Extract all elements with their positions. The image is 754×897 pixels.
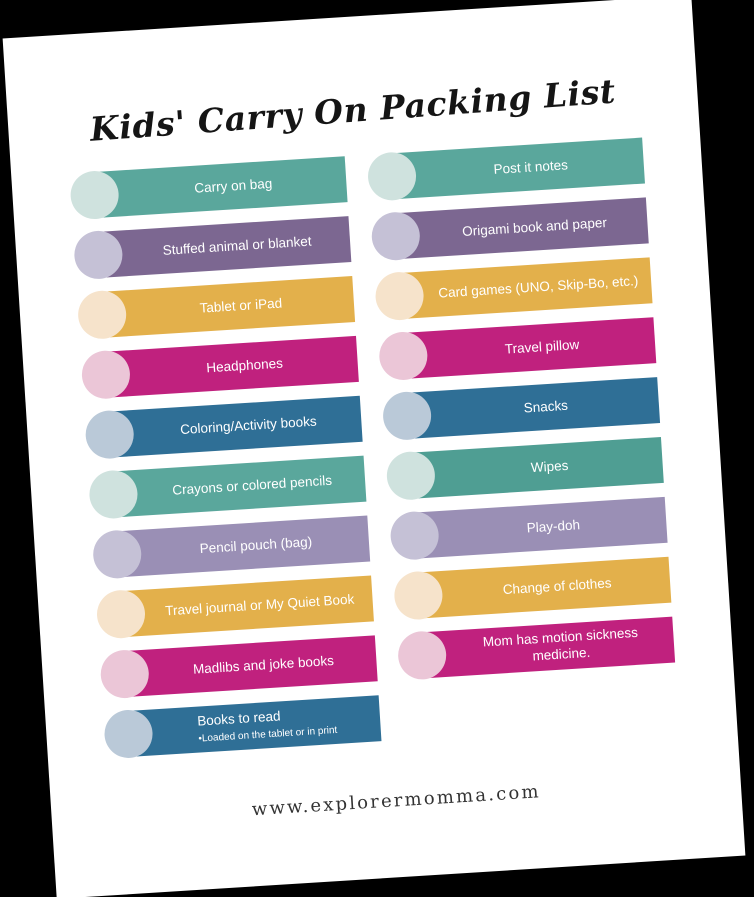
checklist-columns xyxy=(11,134,737,776)
checklist-item-label: Mom has motion sickness medicine. xyxy=(482,624,639,664)
checklist-item-bar xyxy=(106,336,358,398)
checklist-item-label: Crayons or colored pencils xyxy=(171,472,333,498)
checklist-item-bar xyxy=(411,437,663,499)
checklist-item-bar xyxy=(99,216,351,278)
checklist-item-label: Wipes xyxy=(530,457,569,475)
checklist-item-bar xyxy=(415,497,667,559)
checklist-item-label: Card games (UNO, Skip-Bo, etc.) xyxy=(437,272,639,301)
checklist-item[interactable] xyxy=(81,336,359,399)
checklist-item-note: •Loaded on the tablet or in print xyxy=(198,724,338,745)
checklist-item-bar xyxy=(129,695,381,757)
checklist-item-label: Madlibs and joke books xyxy=(192,652,335,677)
checklist-item-label: Tablet or iPad xyxy=(199,295,283,316)
checklist-item[interactable] xyxy=(393,557,671,620)
checklist-item[interactable] xyxy=(397,617,675,680)
checklist-item[interactable] xyxy=(370,197,648,260)
checklist-item[interactable] xyxy=(378,317,656,380)
checklist-item-bar xyxy=(404,317,656,379)
checklist-item-bar xyxy=(396,197,648,259)
checklist-item[interactable] xyxy=(69,156,347,219)
checklist-item-label: Snacks xyxy=(523,397,569,416)
checklist-item-label: Books to read •Loaded on the tablet or in print xyxy=(196,708,338,745)
checklist-item-label: Pencil pouch (bag) xyxy=(199,533,313,556)
checklist-item-label: Origami book and paper xyxy=(461,214,608,239)
checklist-item[interactable] xyxy=(73,216,351,279)
checklist-item-bar xyxy=(423,617,675,679)
checklist-item[interactable] xyxy=(88,456,366,519)
checklist-item[interactable] xyxy=(99,635,377,698)
checklist-item-bar xyxy=(408,377,660,439)
checklist-item-bar xyxy=(393,138,645,200)
checklist-item[interactable] xyxy=(103,695,381,758)
checklist-item-label: Carry on bag xyxy=(193,175,273,196)
checklist-item-label: Post it notes xyxy=(493,156,569,177)
checklist-item-bar xyxy=(114,456,366,518)
checklist-item-bar xyxy=(118,516,370,578)
checklist-item-bar xyxy=(400,257,652,319)
checklist-item-bar xyxy=(110,396,362,458)
checklist-item-label: Stuffed animal or blanket xyxy=(162,233,312,258)
checklist-item-label: Coloring/Activity books xyxy=(179,413,317,437)
checklist-item-bar xyxy=(125,635,377,697)
printable-page xyxy=(3,0,746,897)
checklist-item-bar xyxy=(419,557,671,619)
checklist-item-label: Travel journal or My Quiet Book xyxy=(164,591,355,618)
checklist-item[interactable] xyxy=(374,257,652,320)
checklist-item[interactable] xyxy=(92,516,370,579)
checklist-item-bar xyxy=(95,156,347,218)
checklist-item-label: Change of clothes xyxy=(502,574,612,597)
checklist-item[interactable] xyxy=(382,377,660,440)
checklist-item[interactable] xyxy=(367,138,645,201)
checklist-item-label: Headphones xyxy=(205,355,284,375)
checklist-item-label: Travel pillow xyxy=(504,336,580,357)
site-url: www.explorermomma.com xyxy=(251,781,542,821)
checklist-item-label: Play-doh xyxy=(526,516,581,536)
checklist-item[interactable] xyxy=(84,396,362,459)
checklist-item-bar xyxy=(122,575,374,637)
right-column xyxy=(367,138,680,754)
checklist-item[interactable] xyxy=(385,437,663,500)
left-column xyxy=(69,156,382,772)
page-title: Kids' Carry On Packing List xyxy=(88,71,617,149)
checklist-item[interactable] xyxy=(96,575,374,638)
checklist-item-bar xyxy=(103,276,355,338)
checklist-item[interactable] xyxy=(389,497,667,560)
page-content xyxy=(3,0,746,897)
checklist-item[interactable] xyxy=(77,276,355,339)
